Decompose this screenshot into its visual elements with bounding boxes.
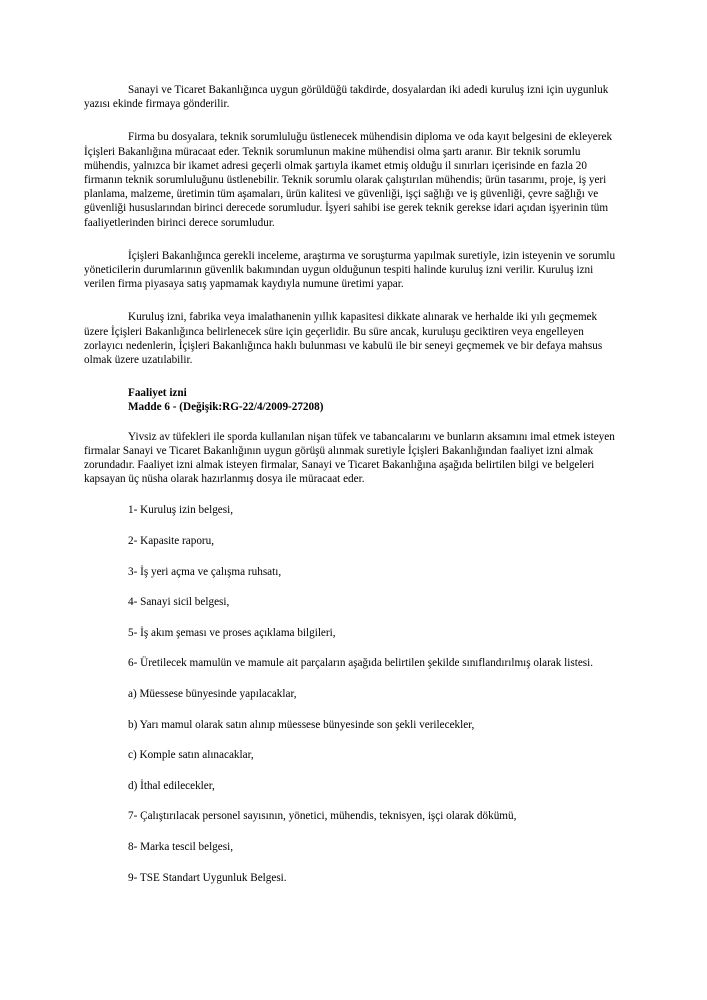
list-item: 2- Kapasite raporu,	[128, 535, 215, 548]
list-item: 1- Kuruluş izin belgesi,	[128, 504, 234, 517]
paragraph-technical-responsible: Firma bu dosyalara, teknik sorumluluğu üstlenecek mühendisin diploma ve oda kayıt belgesini de ekleyerek İçişleri Bakanlığına müracaat eder. Teknik sorumlunun makine mühendisi olma şartı aranır. Bir teknik sorumlu mühendis, yalnızca bir ikamet adresi geçerli olmak şartıyla ikamet etmiş olduğu il sınırları içerisinde en fazla 20 firmanın teknik sorumluluğunu üstlenebilir. Teknik sorumlu olarak çalıştırılan mühendis; ürün tasarımı, proje, iş yeri planlama, malzeme, üretimin tüm aşamaları, ürün kalitesi ve güvenliği, işçi sağlığı ve iş güvenliği, çevre sağlığı ve güvenliği hususlarından birinci derecede sorumludur. İşyeri sahibi ise gerek teknik gerekse idari açıdan işyerinin tüm faaliyetlerinden birinci derece sorumludur.	[84, 131, 613, 229]
list-item: 7- Çalıştırılacak personel sayısının, yönetici, mühendis, teknisyen, işçi olarak dökümü,	[128, 810, 517, 823]
list-item: 5- İş akım şeması ve proses açıklama bilgileri,	[128, 626, 336, 639]
list-item: 6- Üretilecek mamulün ve mamule ait parçaların aşağıda belirtilen şekilde sınıflandırılmış olarak listesi.	[128, 657, 594, 670]
list-item: d) İthal edilecekler,	[128, 779, 215, 792]
document-list	[84, 503, 624, 884]
section-heading	[128, 386, 624, 414]
paragraph-activity-permit: Yivsiz av tüfekleri ile sporda kullanılan nişan tüfek ve tabancalarını ve bunların aksamını imal etmek isteyen firmalar Sanayi ve Ticaret Bakanlığının uygun görüşü alınmak suretiyle İçişleri Bakanlığından faaliyet izni almak zorundadır. Faaliyet izni almak isteyen firmalar, Sanayi ve Ticaret Bakanlığına aşağıda belirtilen bilgi ve belgeleri kapsayan üç nüsha olarak hazırlanmış dosya ile müracaat eder.	[84, 430, 615, 486]
paragraph-approval: Sanayi ve Ticaret Bakanlığınca uygun görüldüğü takdirde, dosyalardan iki adedi kuruluş izni için uygunluk yazısı ekinde firmaya gönderilir.	[84, 84, 609, 111]
article-title: Madde 6 - (Değişik:RG-22/4/2009-27208)	[128, 401, 324, 414]
list-item: 3- İş yeri açma ve çalışma ruhsatı,	[128, 565, 282, 578]
list-item: b) Yarı mamul olarak satın alınıp müessese bünyesinde son şekli verilecekler,	[128, 718, 475, 731]
paragraph-validity: Kuruluş izni, fabrika veya imalathanenin yıllık kapasitesi dikkate alınarak ve herhalde iki yılı geçmemek üzere İçişleri Bakanlığınca belirlenecek süre için geçerlidir. Bu süre ancak, kuruluşu geciktiren veya engelleyen zorlayıcı nedenlerin, İçişleri Bakanlığınca haklı bulunması ve kabulü ile bir seneyi geçmemek ve bir defaya mahsus olmak üzere uzatılabilir.	[84, 311, 603, 367]
document-page	[84, 83, 624, 901]
list-item: 8- Marka tescil belgesi,	[128, 841, 234, 853]
list-item: 4- Sanayi sicil belgesi,	[128, 596, 230, 609]
list-item: a) Müessese bünyesinde yapılacaklar,	[128, 688, 297, 701]
list-item: c) Komple satın alınacaklar,	[128, 749, 254, 762]
section-title: Faaliyet izni	[128, 387, 187, 400]
list-item: 9- TSE Standart Uygunluk Belgesi.	[128, 871, 287, 884]
paragraph-investigation: İçişleri Bakanlığınca gerekli inceleme, araştırma ve soruşturma yapılmak suretiyle, izin isteyenin ve sorumlu yöneticilerin durumlarının güvenlik bakımından uygun olduğunun tespiti halinde kuruluş izni verilir. Kuruluş izni verilen firma piyasaya satış yapmamak kaydıyla numune üretimi yapar.	[84, 249, 616, 291]
